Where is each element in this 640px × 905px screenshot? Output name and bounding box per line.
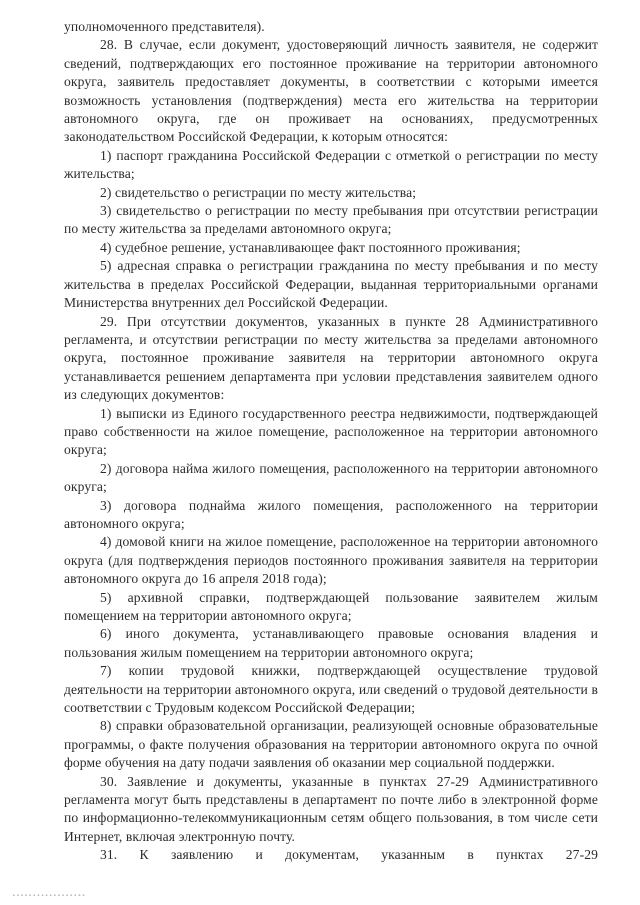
document-page <box>64 18 598 865</box>
list-item-29-4: 4) домовой книги на жилое помещение, расположенное на территории автономного округа (для подтверждения периодов постоянного проживания заявителя на территории автономного округа до 16 апреля 2018 года); <box>64 534 598 587</box>
paragraph-item-31: 31. К заявлению и документам, указанным в пунктах 27-29 <box>100 847 598 863</box>
list-item-28-5: 5) адресная справка о регистрации гражданина по месту пребывания и по месту жительства в пределах Российской Федерации, выданная территориальными органами Министерства внутренних дел Российской Федерации. <box>64 258 598 311</box>
list-item-29-1: 1) выписки из Единого государственного реестра недвижимости, подтверждающей право собственности на жилое помещение, расположенное на территории автономного округа; <box>64 405 598 458</box>
paragraph-item-29: 29. При отсутствии документов, указанных в пункте 28 Административного регламента, и отсутствии регистрации по месту жительства за пределами автономного округа, постоянное проживание заявителя на территории автономного округа устанавливается решением департамента при условии представления заявителем одного из следующих документов: <box>64 313 598 403</box>
list-item-29-7: 7) копии трудовой книжки, подтверждающей осуществление трудовой деятельности на территории автономного округа, или сведений о трудовой деятельности в соответствии с Трудовым кодексом Российской Федерации; <box>64 663 598 716</box>
list-item-29-6: 6) иного документа, устанавливающего правовые основания владения и пользования жилым помещением на территории автономного округа; <box>64 626 598 660</box>
list-item-28-4: 4) судебное решение, устанавливающее факт постоянного проживания; <box>100 239 521 255</box>
list-item-29-8: 8) справки образовательной организации, реализующей основные образовательные программы, о факте получения образования на территории автономного округа по очной форме обучения на дату подачи заявления об оказании мер социальной поддержки. <box>64 718 598 771</box>
paragraph-continuation: уполномоченного представителя). <box>64 19 265 34</box>
list-item-28-2: 2) свидетельство о регистрации по месту жительства; <box>100 184 417 200</box>
list-item-28-1: 1) паспорт гражданина Российской Федерации с отметкой о регистрации по месту жительства; <box>64 147 598 182</box>
list-item-29-2: 2) договора найма жилого помещения, расположенного на территории автономного округа; <box>64 460 598 495</box>
list-item-29-5: 5) архивной справки, подтверждающей пользование заявителем жилым помещением на территории автономного округа; <box>64 589 598 623</box>
paragraph-item-28: 28. В случае, если документ, удостоверяющий личность заявителя, не содержит сведений, подтверждающих его постоянное проживание на территории автономного округа, заявитель предоставляет документы, в соответствии с которыми имеется возможность установления (подтверждения) места его жительства на территории автономного округа, где он проживает на основаниях, предусмотренных законодательством Российской Федерации, к которым относятся: <box>64 37 598 145</box>
list-item-28-3: 3) свидетельство о регистрации по месту пребывания при отсутствии регистрации по месту жительства за пределами автономного округа; <box>64 203 598 237</box>
paragraph-item-30: 30. Заявление и документы, указанные в пунктах 27-29 Административного регламента могут быть представлены в департамент по почте либо в электронной форме по информационно-телекоммуникационным сетям общего пользования, в том числе сети Интернет, включая электронную почту. <box>64 773 598 844</box>
list-item-29-3: 3) договора поднайма жилого помещения, расположенного на территории автономного округа; <box>64 497 598 531</box>
scan-artifact: ▪▪▪▪▪▪▪▪▪▪▪▪▪▪▪▪▪▪ <box>12 892 86 899</box>
